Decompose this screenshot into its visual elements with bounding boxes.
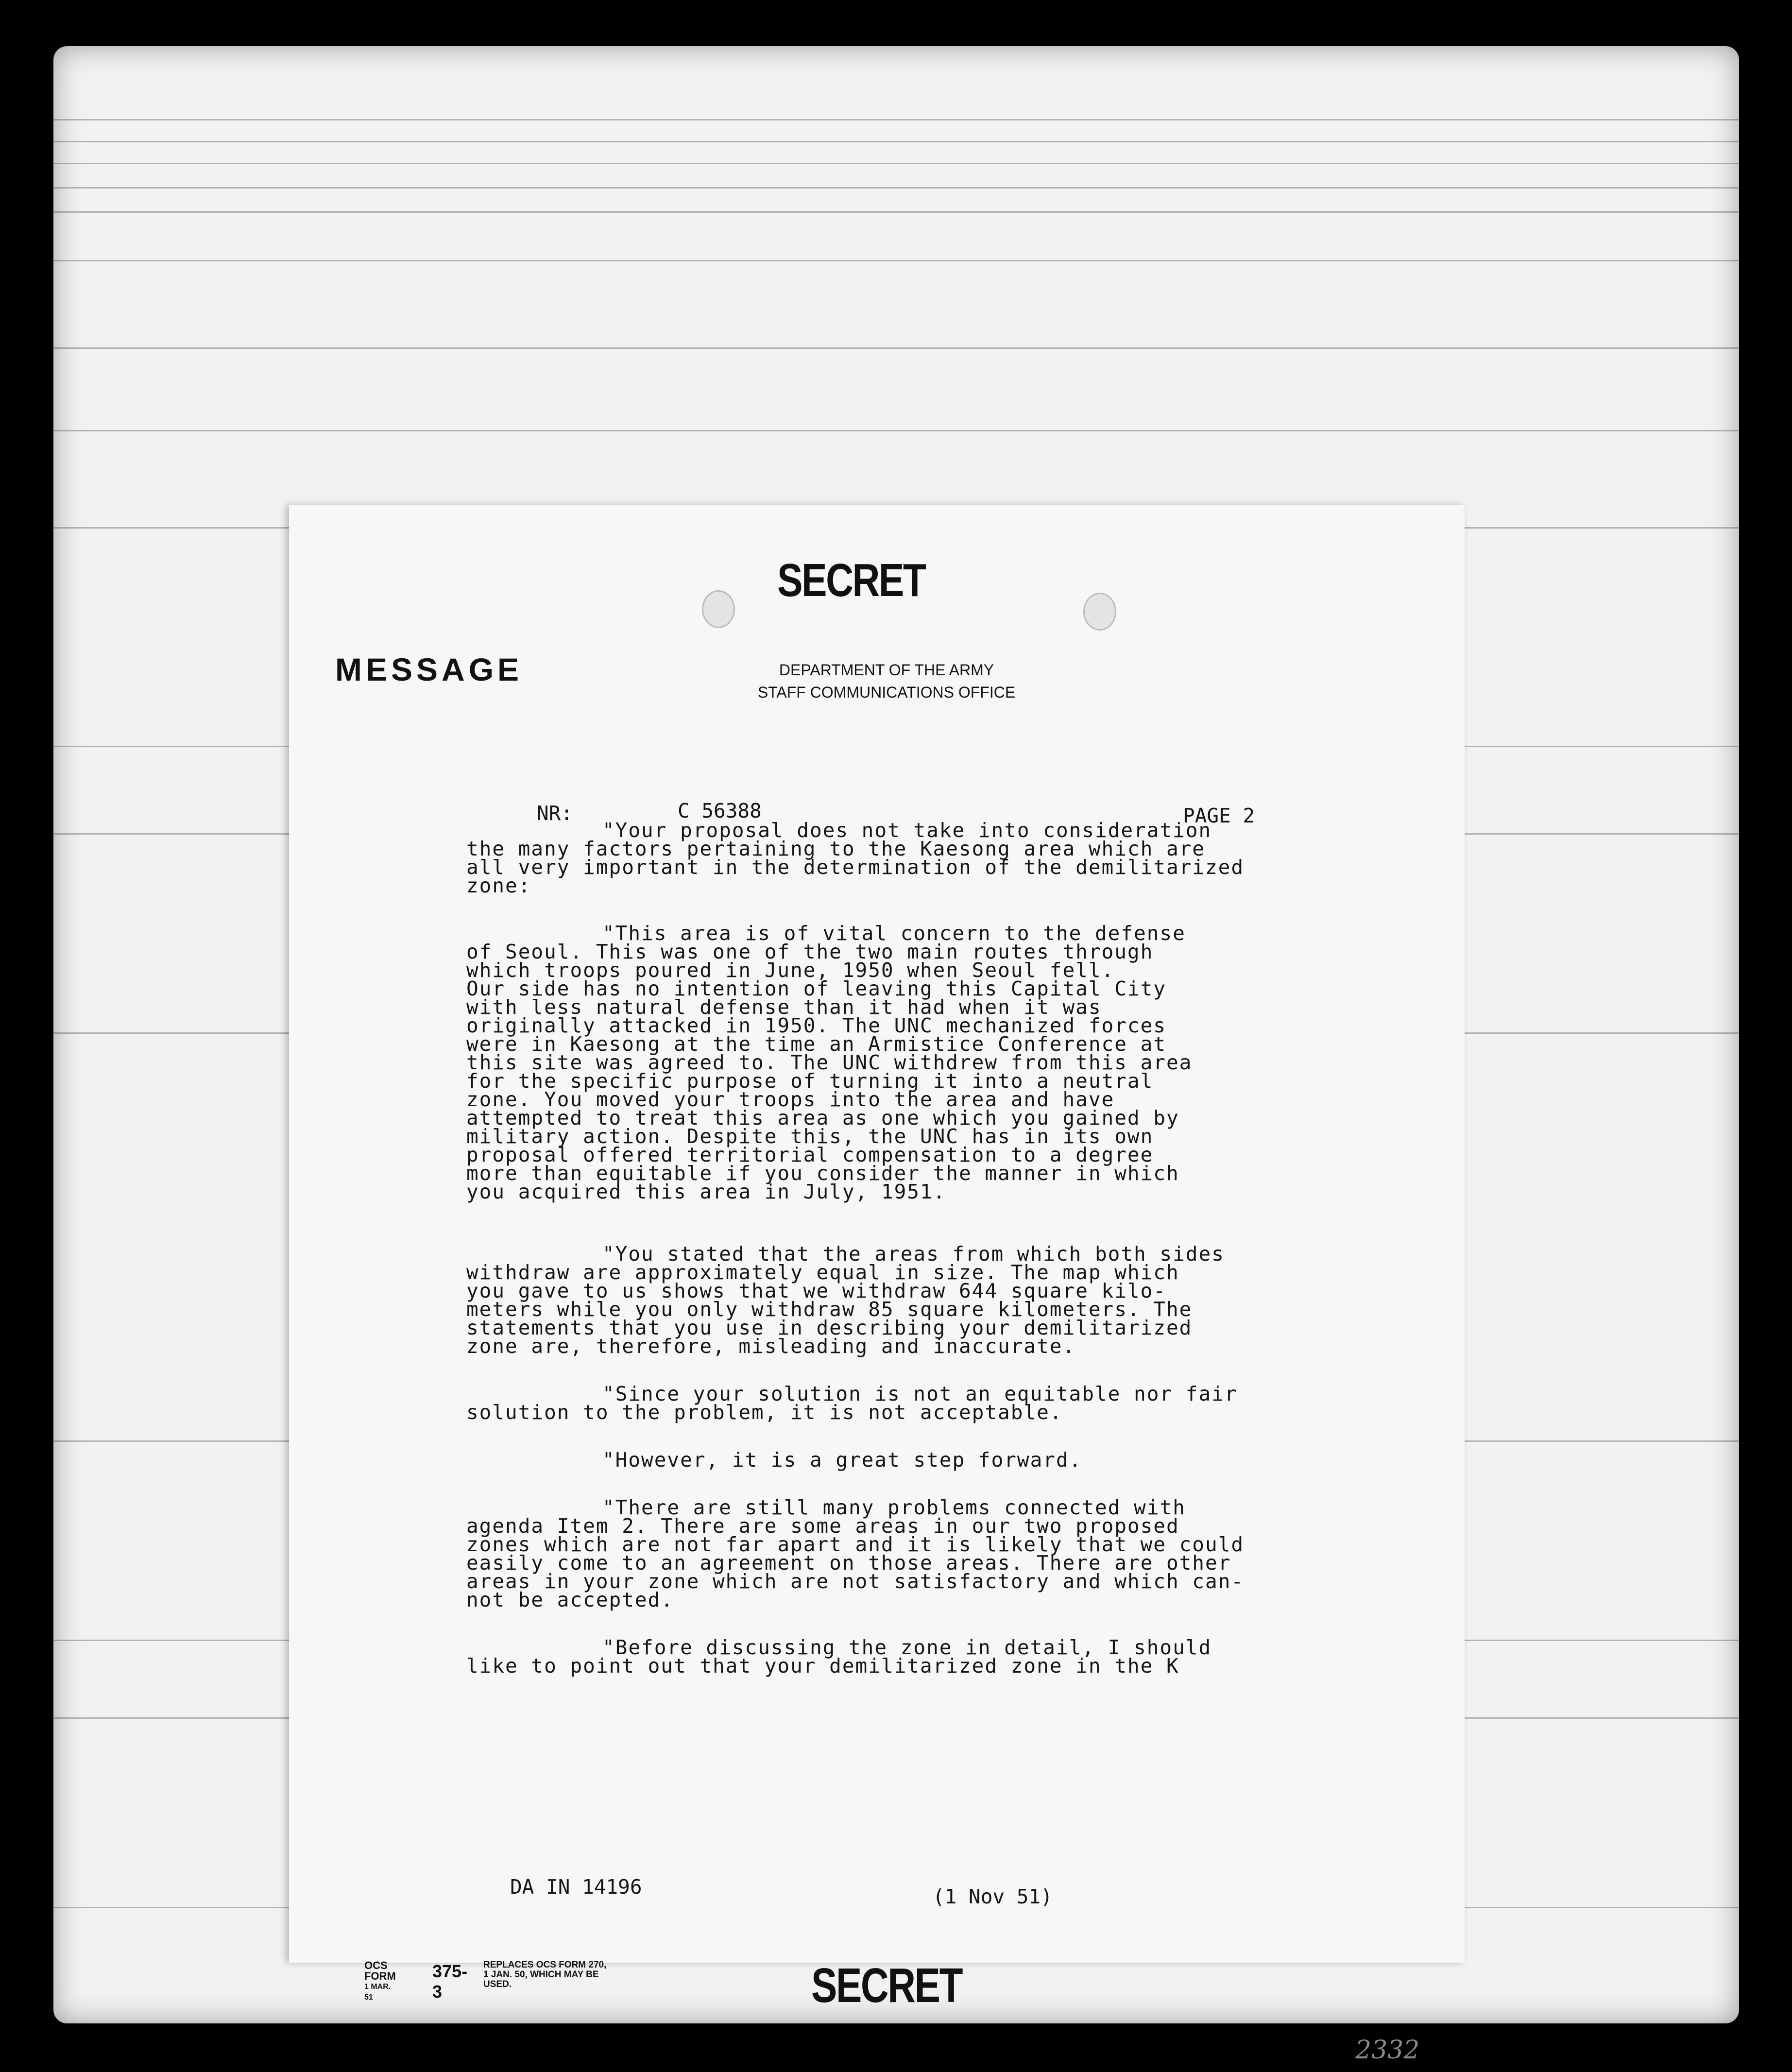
body-line: "Since your solution is not an equitable nor fair [602, 1382, 1238, 1405]
body-line: "However, it is a great step forward. [602, 1448, 1082, 1472]
classification-header: SECRET [777, 554, 925, 606]
department-name: DEPARTMENT OF THE ARMY [779, 661, 994, 679]
body-line: with less natural defense than it had when it was [466, 995, 1102, 1019]
message-body [466, 819, 1341, 1678]
paragraph-1 [466, 821, 1341, 895]
body-line: you acquired this area in July, 1951. [466, 1180, 946, 1203]
body-line: of Seoul. This was one of the two main routes through [466, 940, 1154, 963]
body-line: "Before discussing the zone in detail, I should [602, 1636, 1212, 1659]
body-line: statements that you use in describing your demilitarized [466, 1316, 1193, 1339]
classification-footer: SECRET [811, 1958, 962, 2013]
body-line: like to point out that your demilitarized zone in the K [466, 1654, 1179, 1678]
form-title: MESSAGE [335, 651, 523, 687]
nr-value: C 56388 [678, 799, 762, 822]
body-line: agenda Item 2. There are some areas in our two proposed [466, 1514, 1179, 1538]
body-line: all very important in the determination of the demilitarized [466, 856, 1245, 879]
form-date: 1 MAR. 51 [364, 1983, 391, 2002]
handwritten-number: 2332 [1355, 2036, 1420, 2065]
body-line: more than equitable if you consider the manner in which [466, 1162, 1179, 1185]
form-label: OCS FORM [364, 1959, 396, 1982]
paragraph-2 [466, 924, 1341, 1201]
body-line: zone: [466, 874, 531, 897]
punch-hole-left [702, 590, 735, 628]
body-line: "Your proposal does not take into consideration [602, 819, 1212, 842]
paragraph-4 [466, 1382, 1341, 1424]
body-line: meters while you only withdraw 85 square kilometers. The [466, 1298, 1193, 1321]
body-line: zones which are not far apart and it is likely that we could [466, 1533, 1245, 1556]
paragraph-3 [466, 1242, 1341, 1358]
paragraph-6 [466, 1498, 1341, 1609]
message-date: (1 Nov 51) [933, 1885, 1053, 1908]
office-name: STAFF COMMUNICATIONS OFFICE [757, 684, 1016, 701]
body-line: attempted to treat this area as one which you gained by [466, 1106, 1179, 1130]
body-line: Our side has no intention of leaving this Capital City [466, 977, 1166, 1000]
body-line: solution to the problem, it is not acceptable. [466, 1401, 1063, 1424]
body-line: proposal offered territorial compensation to a degree [466, 1143, 1154, 1166]
form-label-block [364, 1960, 396, 2003]
issuing-office [712, 659, 1061, 703]
body-line: military action. Despite this, the UNC has in its own [466, 1125, 1154, 1148]
body-line: the many factors pertaining to the Kaesong area which are [466, 837, 1205, 860]
body-line: easily come to an agreement on those areas. There are other [466, 1551, 1231, 1575]
body-line: originally attacked in 1950. The UNC mechanized forces [466, 1014, 1166, 1037]
body-line: "You stated that the areas from which both sides [602, 1242, 1225, 1266]
body-line: not be accepted. [466, 1588, 674, 1611]
paragraph-7 [466, 1636, 1341, 1678]
page-number: PAGE 2 [1183, 804, 1255, 827]
body-line: which troops poured in June, 1950 when Seoul fell. [466, 959, 1115, 982]
body-line: for the specific purpose of turning it into a neutral [466, 1069, 1154, 1093]
punch-hole-right [1083, 593, 1116, 631]
form-number: 375-3 [432, 1961, 468, 2002]
paragraph-5 [466, 1448, 1341, 1472]
body-line: "There are still many problems connected with [602, 1496, 1186, 1519]
body-line: were in Kaesong at the time an Armistice Conference at [466, 1032, 1166, 1056]
body-line: areas in your zone which are not satisfactory and which can- [466, 1570, 1245, 1593]
body-line: "This area is of vital concern to the defense [602, 922, 1186, 945]
form-replaces-note: REPLACES OCS FORM 270, 1 JAN. 50, WHICH MAY BE USED. [483, 1960, 607, 1989]
body-line: zone are, therefore, misleading and inaccurate. [466, 1335, 1076, 1358]
da-in-number: DA IN 14196 [510, 1875, 642, 1899]
body-line: withdraw are approximately equal in size. The map which [466, 1261, 1179, 1284]
nr-label: NR: [537, 802, 573, 825]
body-line: you gave to us shows that we withdraw 644 square kilo- [466, 1279, 1166, 1302]
message-form [289, 505, 1465, 1963]
body-line: zone. You moved your troops into the area and have [466, 1088, 1115, 1111]
body-line: this site was agreed to. The UNC withdrew from this area [466, 1051, 1193, 1074]
